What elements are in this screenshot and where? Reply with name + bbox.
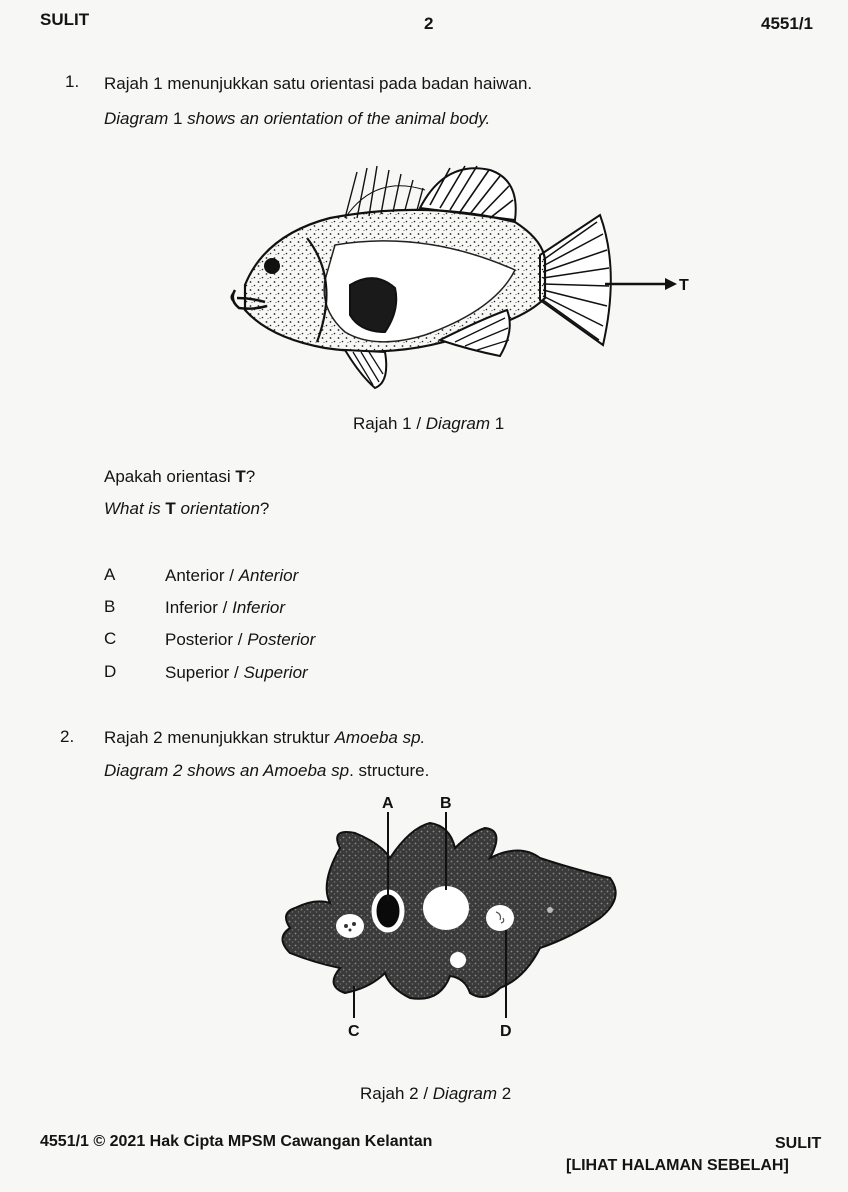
option-b-letter: B (104, 597, 116, 616)
option-a-letter: A (104, 565, 116, 584)
q1-text-ms: Rajah 1 menunjukkan satu orientasi pada badan haiwan. (104, 74, 533, 93)
small-vacuole (450, 952, 466, 968)
q2-number: 2. (60, 727, 75, 746)
q1-question-en: What is T orientation? (104, 499, 270, 518)
option-c-letter: C (104, 629, 117, 648)
amoeba-diagram (270, 788, 620, 1048)
tail-fin (540, 215, 611, 345)
q2-caption: Rajah 2 / Diagram 2 (360, 1084, 512, 1103)
footer-sulit: SULIT (775, 1135, 822, 1152)
q2-text-ms: Rajah 2 menunjukkan struktur Amoeba sp. (104, 728, 426, 747)
option-d-letter: D (104, 662, 117, 681)
label-B: B (440, 795, 452, 812)
label-C: C (348, 1023, 360, 1040)
food-vacuole-c (336, 914, 364, 938)
option-c-text: Posterior / Posterior (165, 630, 316, 649)
q2-text-en: Diagram 2 shows an Amoeba sp. structure. (104, 761, 430, 780)
q1-number: 1. (65, 72, 80, 91)
page-number: 2 (424, 14, 434, 33)
option-b-text: Inferior / Inferior (165, 598, 286, 617)
label-A: A (382, 795, 394, 812)
option-a-text: Anterior / Anterior (165, 566, 299, 585)
header-right: 4551/1 (761, 14, 813, 33)
q1-caption: Rajah 1 / Diagram 1 (353, 414, 505, 433)
pectoral-fin (350, 278, 396, 332)
eye (264, 258, 280, 274)
option-d-text: Superior / Superior (165, 663, 308, 682)
header-left: SULIT (40, 10, 90, 29)
arrow-head-T (665, 278, 677, 290)
label-D: D (500, 1023, 512, 1040)
footer-copyright: 4551/1 © 2021 Hak Cipta MPSM Cawangan Kelantan (40, 1133, 433, 1150)
label-T: T (679, 277, 689, 294)
contractile-vacuole (423, 886, 469, 930)
q1-question-ms: Apakah orientasi T? (104, 467, 256, 486)
footer-next-page: [LIHAT HALAMAN SEBELAH] (566, 1157, 789, 1174)
q1-text-en: Diagram 1 shows an orientation of the animal body. (104, 109, 491, 128)
fish-diagram (225, 160, 705, 400)
